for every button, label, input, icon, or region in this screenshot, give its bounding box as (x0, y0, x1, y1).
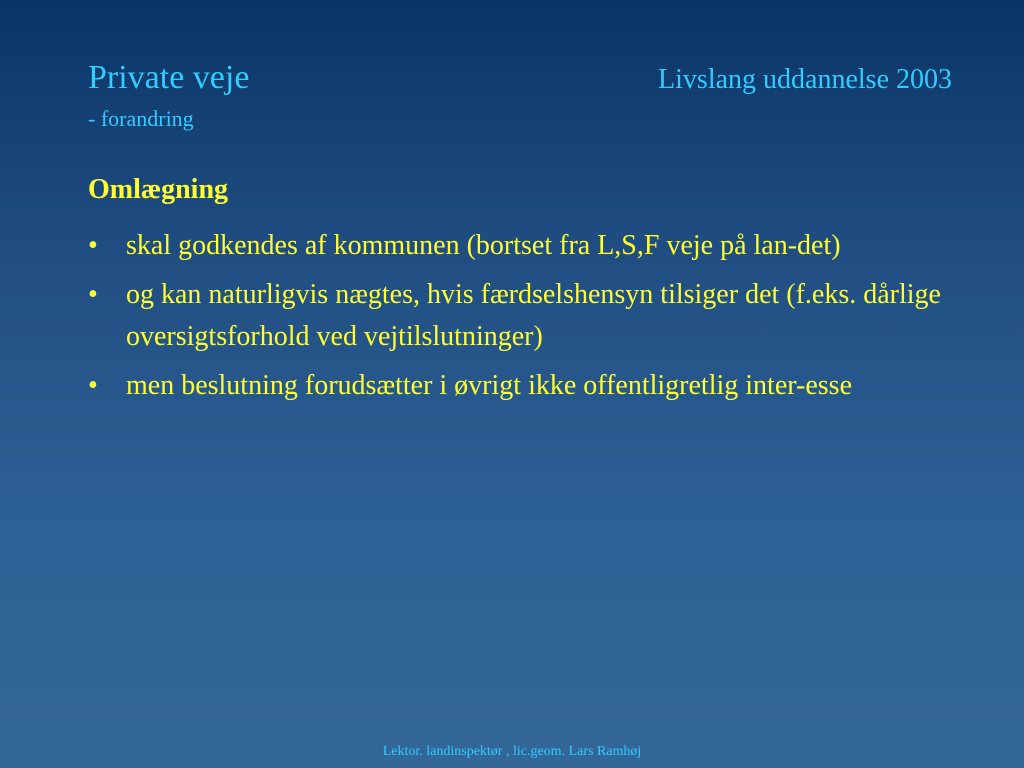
bullet-text: men beslutning forudsætter i øvrigt ikke offentligretlig inter-esse (126, 370, 852, 401)
slide-title: Private veje (88, 59, 250, 96)
footer-author: Lektor. landinspektør , lic.geom. Lars Ramhøj (382, 744, 642, 759)
bullet-text: skal godkendes af kommunen (bortset fra L,S,F veje på lan-det) (126, 230, 841, 261)
bullet-item (88, 274, 968, 358)
bullet-icon: • (88, 279, 98, 310)
slide-subtitle: - forandring (88, 106, 194, 131)
bullet-icon: • (88, 230, 98, 261)
section-heading: Omlægning (88, 174, 229, 205)
bullet-item (88, 365, 968, 407)
bullet-item (88, 225, 968, 267)
bullet-list (88, 225, 968, 414)
course-name: Livslang uddannelse 2003 (658, 64, 952, 95)
bullet-text: og kan naturligvis nægtes, hvis færdselshensyn tilsiger det (f.eks. dårlige oversigtsforhold ved vejtilslutninger) (126, 279, 941, 352)
bullet-icon: • (88, 370, 98, 401)
